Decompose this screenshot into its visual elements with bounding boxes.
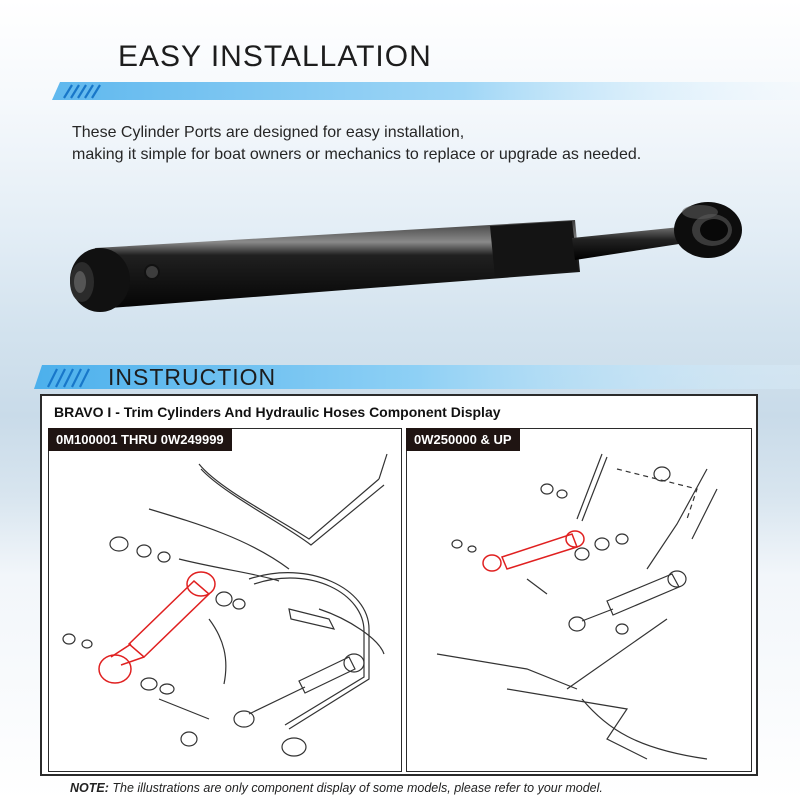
instruction-title: INSTRUCTION <box>108 364 277 390</box>
title-stripe <box>0 78 800 104</box>
component-display-panel <box>40 394 758 776</box>
trim-cylinder-image <box>0 190 800 340</box>
left-exploded-diagram <box>49 429 403 773</box>
description-line-1: These Cylinder Ports are designed for easy installation, <box>72 124 465 141</box>
left-model-label: 0M100001 THRU 0W249999 <box>48 428 232 451</box>
footnote <box>70 781 603 795</box>
panel-title: BRAVO I - Trim Cylinders And Hydraulic Hoses Component Display <box>54 404 501 420</box>
description <box>72 122 641 166</box>
note-prefix: NOTE: <box>70 781 109 795</box>
note-text: The illustrations are only component display of some models, please refer to your model. <box>108 781 603 795</box>
left-diagram-panel <box>48 428 402 772</box>
right-model-label: 0W250000 & UP <box>406 428 520 451</box>
page-title: EASY INSTALLATION <box>118 40 432 73</box>
right-diagram-panel <box>406 428 752 772</box>
description-line-2: making it simple for boat owners or mechanics to replace or upgrade as needed. <box>72 146 642 163</box>
right-exploded-diagram <box>407 429 753 773</box>
